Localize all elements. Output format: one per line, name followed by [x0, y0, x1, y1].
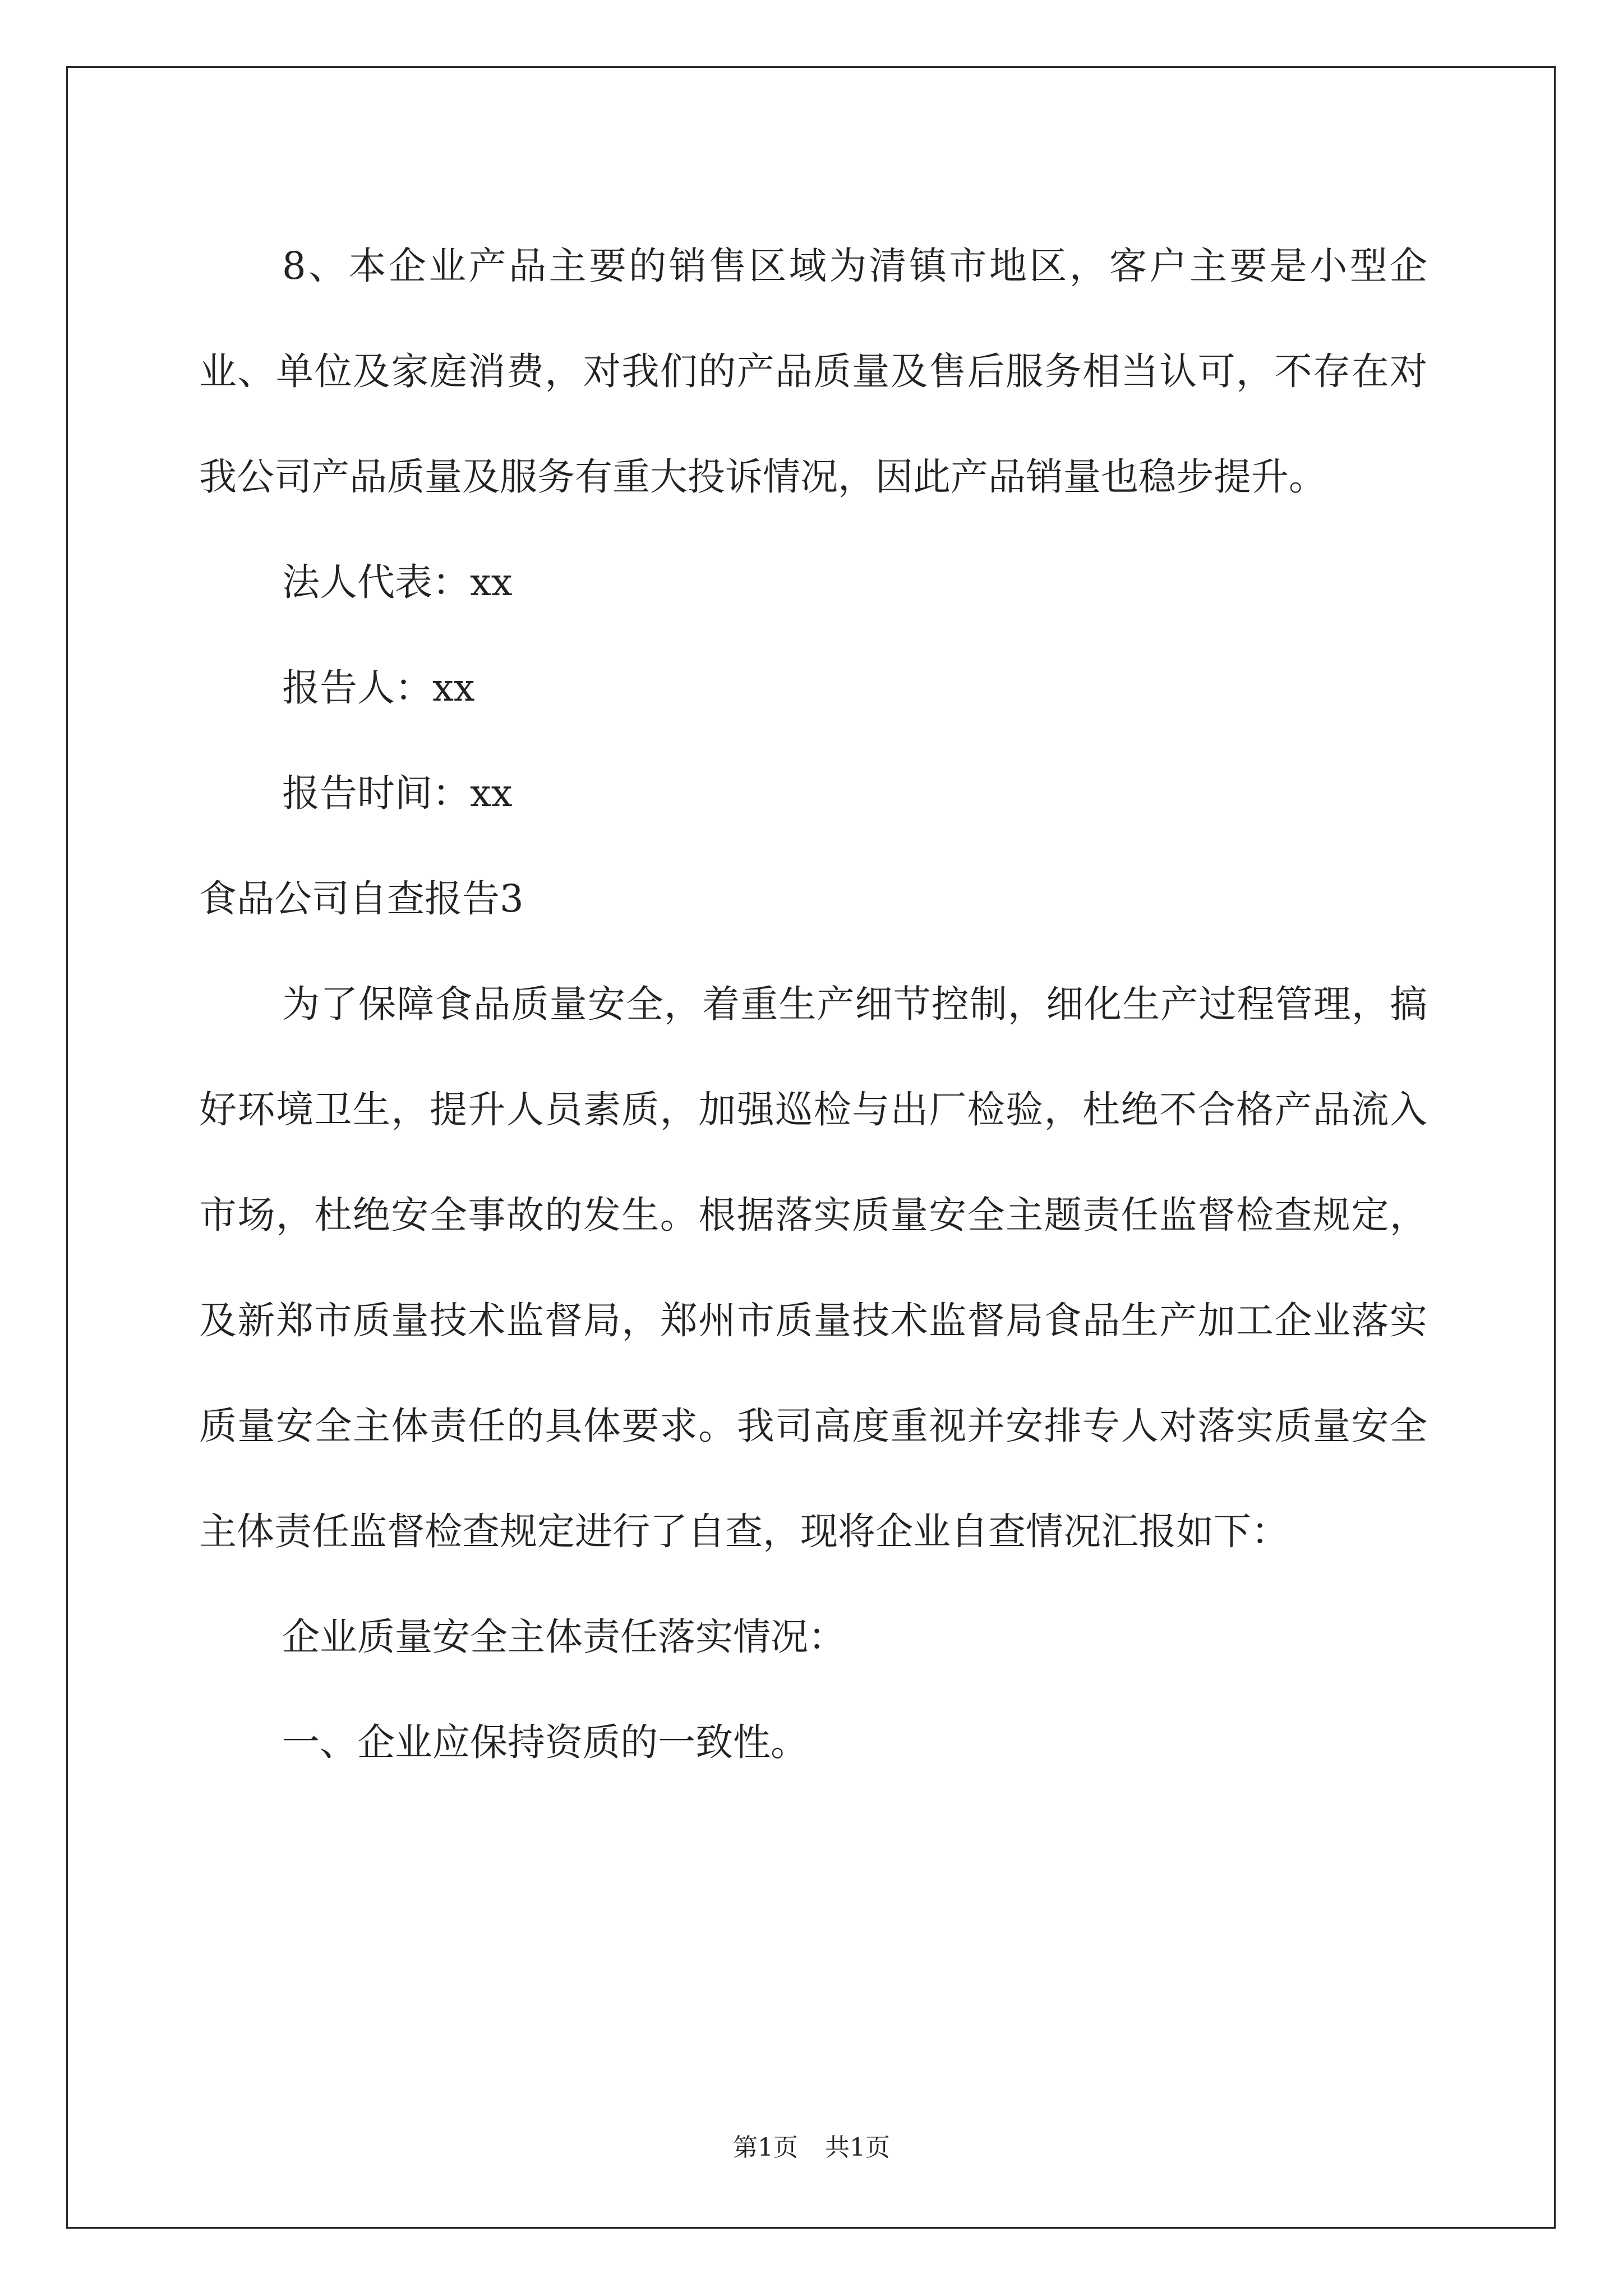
paragraph-intro: 为了保障食品质量安全，着重生产细节控制，细化生产过程管理，搞好环境卫生，提升人员素质，加强巡检与出厂检验，杜绝不合格产品流入市场，杜绝安全事故的发生。根据落实质量安全主题责任监督检查规定，及新郑市质量技术监督局，郑州市质量技术监督局食品生产加工企业落实质量安全主体责任的具体要求。我司高度重视并安排专人对落实质量安全主体责任监督检查规定进行了自查，现将企业自查情况汇报如下：: [199, 982, 1427, 1553]
page-total: 共1页: [825, 2133, 890, 2162]
page-number: 第1页: [733, 2133, 798, 2162]
section-heading: 食品公司自查报告3: [199, 877, 524, 921]
report-time-line: 报告时间：xx: [282, 771, 513, 815]
reporter-line: 报告人：xx: [282, 666, 475, 710]
document-body: [199, 213, 1427, 1795]
page-footer: [0, 2127, 1623, 2163]
paragraph-sales-region: 8、本企业产品主要的销售区域为清镇市地区，客户主要是小型企业、单位及家庭消费，对我们的产品质量及售后服务相当认可，不存在对我公司产品质量及服务有重大投诉情况，因此产品销量也稳步提升。: [199, 244, 1427, 499]
paragraph-item-one: 一、企业应保持资质的一致性。: [282, 1720, 808, 1764]
paragraph-responsibility-status: 企业质量安全主体责任落实情况：: [282, 1615, 846, 1659]
legal-representative-line: 法人代表：xx: [282, 560, 513, 604]
